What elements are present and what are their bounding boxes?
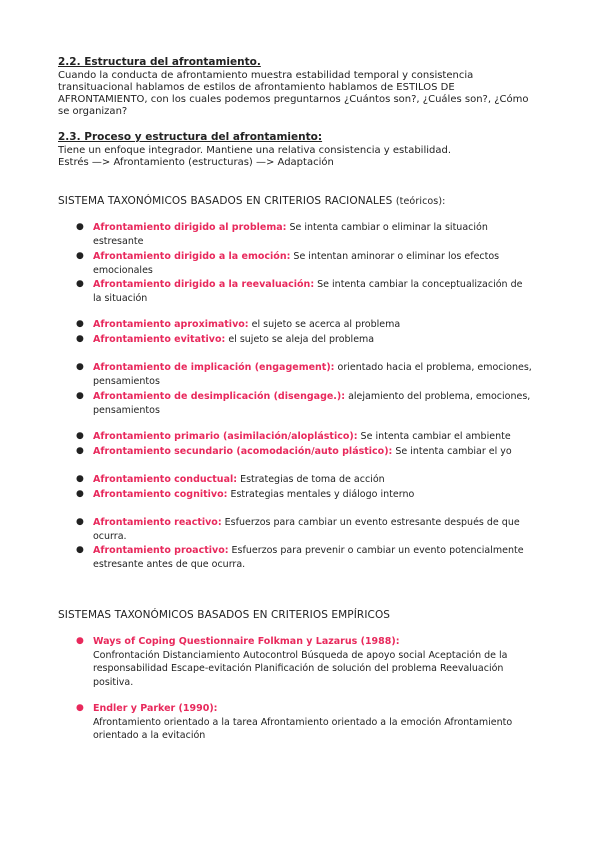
item-text: el sujeto se acerca al problema — [248, 319, 401, 330]
section-2-2-line: AFRONTAMIENTO, con los cuales podemos preguntarnos ¿Cuántos son?, ¿Cuáles son?, ¿Cómo — [58, 94, 529, 105]
bullet-icon: ● — [76, 545, 84, 555]
bullet-icon: ● — [76, 251, 84, 261]
item-cont: ocurra. — [93, 530, 127, 542]
section-2-2-title: 2.2. Estructura del afrontamiento. — [58, 56, 261, 68]
bullet-icon: ● — [76, 391, 84, 401]
item-key: Afrontamiento evitativo: — [93, 334, 226, 345]
bullet-icon: ● — [76, 279, 84, 289]
item-text: Se intenta cambiar la conceptualización de — [314, 279, 523, 290]
bullet-icon: ● — [76, 222, 84, 232]
list-item — [76, 430, 536, 444]
item-text: Se intenta cambiar el ambiente — [357, 431, 511, 442]
bullet-icon: ● — [76, 474, 84, 484]
item-cont: estresante — [93, 235, 144, 247]
item-key: Afrontamiento reactivo: — [93, 517, 222, 528]
list-item — [76, 333, 536, 347]
bullet-icon: ● — [76, 431, 84, 441]
section-2-3-line: Tiene un enfoque integrador. Mantiene una relativa consistencia y estabilidad. — [58, 145, 452, 156]
item-key: Afrontamiento conductual: — [93, 474, 238, 485]
item-key: Afrontamiento de desimplicación (disengage.): — [93, 391, 346, 402]
item-text: Estrategias mentales y diálogo interno — [227, 489, 415, 500]
item-key: Afrontamiento cognitivo: — [93, 489, 228, 500]
list-item — [76, 702, 536, 743]
item-line: Confrontación Distanciamiento Autocontrol Búsqueda de apoyo social Aceptación de la — [93, 649, 508, 661]
list-item — [76, 390, 536, 417]
item-key: Afrontamiento dirigido a la emoción: — [93, 251, 291, 262]
bullet-icon: ● — [76, 446, 84, 456]
item-cont: pensamientos — [93, 404, 160, 416]
item-cont: emocionales — [93, 264, 153, 276]
list-item — [76, 488, 536, 502]
bullet-icon: ● — [76, 489, 84, 499]
item-key: Afrontamiento de implicación (engagement): — [93, 362, 335, 373]
item-cont: la situación — [93, 292, 148, 304]
item-text: orientado hacia el problema, emociones, — [334, 362, 532, 373]
section-2-2-line: transituacional hablamos de estilos de afrontamiento hablamos de ESTILOS DE — [58, 82, 455, 93]
rational-heading-suffix: (teóricos): — [395, 196, 446, 207]
section-2-2-line: Cuando la conducta de afrontamiento muestra estabilidad temporal y consistencia — [58, 70, 474, 81]
item-line: Afrontamiento orientado a la tarea Afrontamiento orientado a la emoción Afrontamiento — [93, 716, 513, 728]
list-item — [76, 473, 536, 487]
item-key: Afrontamiento dirigido al problema: — [93, 222, 287, 233]
rational-heading-text: SISTEMA TAXONÓMICOS BASADOS EN CRITERIOS RACIONALES — [58, 195, 393, 207]
item-line: responsabilidad Escape-evitación Planificación de solución del problema Reevaluación — [93, 663, 504, 674]
list-item — [76, 361, 536, 388]
item-key: Endler y Parker (1990): — [93, 703, 218, 714]
item-key: Afrontamiento primario (asimilación/aloplástico): — [93, 431, 358, 442]
item-key: Afrontamiento proactivo: — [93, 545, 229, 556]
item-line: positiva. — [93, 676, 134, 688]
item-key: Ways of Coping Questionnaire Folkman y Lazarus (1988): — [93, 636, 400, 647]
item-key: Afrontamiento aproximativo: — [93, 319, 249, 330]
item-line: orientado a la evitación — [93, 730, 206, 741]
item-text: alejamiento del problema, emociones, — [345, 391, 531, 402]
list-item — [76, 318, 536, 332]
section-2-3-line: Estrés —> Afrontamiento (estructuras) —> Adaptación — [58, 157, 334, 168]
section-2-2-line: se organizan? — [58, 106, 128, 117]
list-item — [76, 544, 536, 571]
bullet-icon: ● — [76, 319, 84, 329]
list-item — [76, 250, 536, 277]
item-text: Esfuerzos para prevenir o cambiar un evento potencialmente — [228, 545, 524, 556]
list-item — [76, 221, 536, 248]
item-text: Esfuerzos para cambiar un evento estresante después de que — [221, 517, 520, 528]
list-item — [76, 445, 536, 459]
item-key: Afrontamiento dirigido a la reevaluación: — [93, 279, 315, 290]
item-cont: pensamientos — [93, 375, 160, 387]
item-text: Estrategias de toma de acción — [237, 474, 385, 485]
section-2-3-title: 2.3. Proceso y estructura del afrontamiento: — [58, 131, 323, 143]
rational-heading — [58, 195, 445, 207]
bullet-icon: ● — [76, 362, 84, 372]
item-key: Afrontamiento secundario (acomodación/auto plástico): — [93, 446, 393, 457]
item-text: el sujeto se aleja del problema — [225, 334, 375, 345]
list-item — [76, 516, 536, 543]
item-cont: estresante antes de que ocurra. — [93, 558, 246, 570]
empirical-heading: SISTEMAS TAXONÓMICOS BASADOS EN CRITERIOS EMPÍRICOS — [58, 609, 391, 621]
bullet-icon: ● — [76, 703, 84, 713]
bullet-icon: ● — [76, 636, 84, 646]
bullet-icon: ● — [76, 517, 84, 527]
bullet-icon: ● — [76, 334, 84, 344]
item-text: Se intenta cambiar el yo — [392, 446, 512, 457]
list-item — [76, 635, 536, 689]
list-item — [76, 278, 536, 305]
item-text: Se intenta cambiar o eliminar la situación — [286, 222, 488, 233]
item-text: Se intentan aminorar o eliminar los efectos — [290, 251, 500, 262]
